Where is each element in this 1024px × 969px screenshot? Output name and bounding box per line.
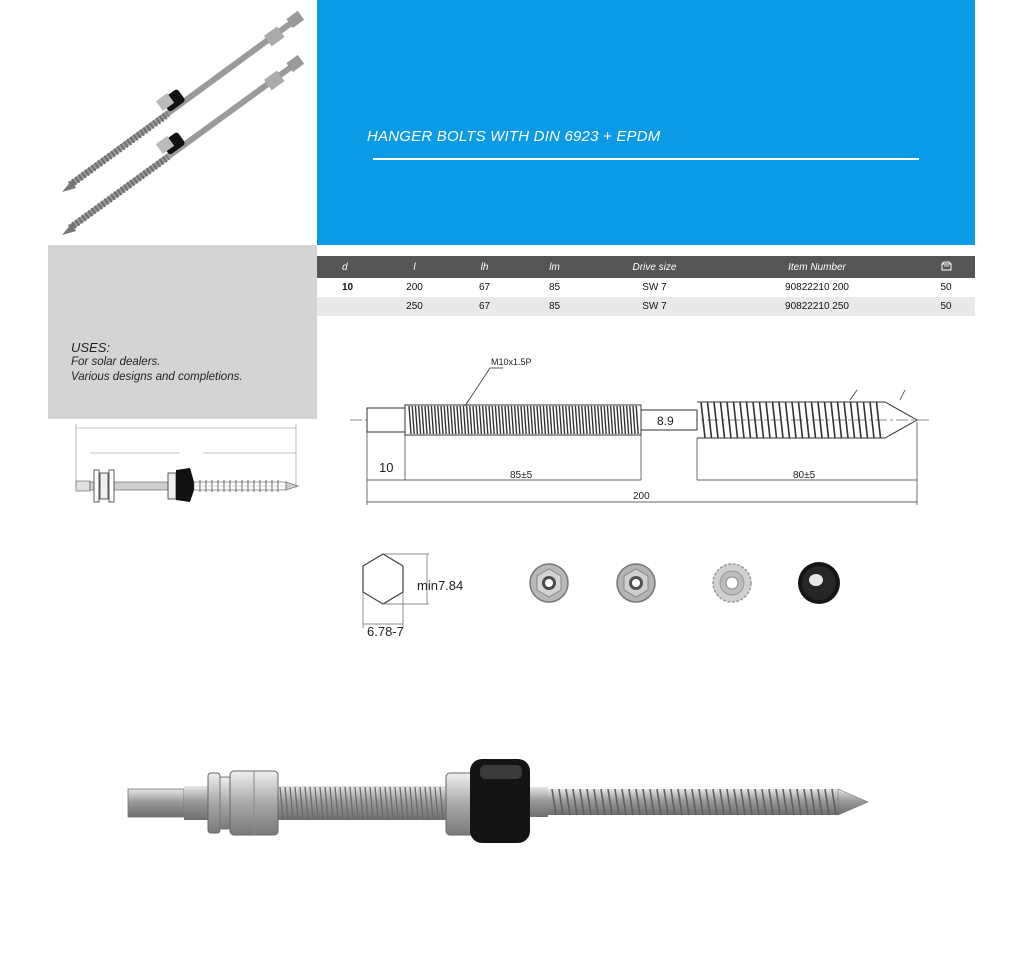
cell-l: 250 (377, 297, 452, 316)
serrated-washer-image (709, 560, 755, 606)
total-length-label: 200 (633, 491, 650, 502)
flange-nut-image-2 (613, 560, 659, 606)
product-photo-large (120, 745, 880, 855)
bolt-photo-2 (62, 55, 304, 235)
diameter-label: 8.9 (657, 414, 674, 428)
flange-nut-image-1 (526, 560, 572, 606)
wood-thread-length-label: 80±5 (793, 470, 816, 481)
cell-item-number: 90822210 250 (717, 297, 917, 316)
technical-dimension-drawing (345, 330, 930, 510)
cell-d (317, 297, 377, 316)
table-row (317, 297, 975, 316)
cell-pack: 50 (917, 297, 975, 316)
product-photo-pair (48, 0, 317, 245)
col-header-d: d (317, 256, 377, 278)
table-row (317, 278, 975, 297)
cell-drive-size: SW 7 (642, 282, 667, 293)
header-banner (317, 0, 975, 245)
cell-lm: 85 (517, 297, 592, 316)
cell-d: 10 (342, 282, 354, 293)
across-corners-label: min7.84 (417, 578, 464, 593)
col-header-lh: lh (452, 256, 517, 278)
thread-spec-label: M10x1.5P (491, 357, 532, 367)
col-header-item-number: Item Number (717, 256, 917, 278)
epdm-seal-image (796, 560, 842, 606)
cell-lh: 67 (452, 297, 517, 316)
machine-thread-length-label: 85±5 (510, 470, 533, 481)
small-dimension-drawing (68, 418, 308, 518)
uses-panel (48, 245, 317, 419)
uses-line-1: For solar dealers. (71, 356, 161, 368)
uses-line-2: Various designs and completions. (71, 371, 243, 383)
cell-l: 200 (406, 282, 423, 293)
uses-heading: USES: (71, 340, 111, 355)
cell-pack: 50 (940, 282, 952, 293)
cell-drive-size: SW 7 (592, 297, 717, 316)
across-flats-label: 6.78-7 (367, 624, 404, 638)
bolt-photo-1 (62, 11, 304, 192)
col-header-lm: lm (517, 256, 592, 278)
product-title: HANGER BOLTS WITH DIN 6923 + EPDM (367, 128, 661, 145)
col-header-drive-size: Drive size (592, 256, 717, 278)
col-header-l: l (377, 256, 452, 278)
cell-item-number: 90822210 200 (785, 282, 849, 293)
table-header-row (317, 256, 975, 278)
cell-lh: 67 (478, 282, 491, 293)
cell-lm: 85 (548, 282, 561, 293)
hex-drive-drawing (355, 548, 475, 638)
box-icon (941, 261, 952, 271)
spec-table (317, 256, 975, 316)
col-header-pack (917, 256, 975, 278)
title-underline (373, 158, 919, 160)
tip-length-label: 10 (379, 460, 394, 475)
